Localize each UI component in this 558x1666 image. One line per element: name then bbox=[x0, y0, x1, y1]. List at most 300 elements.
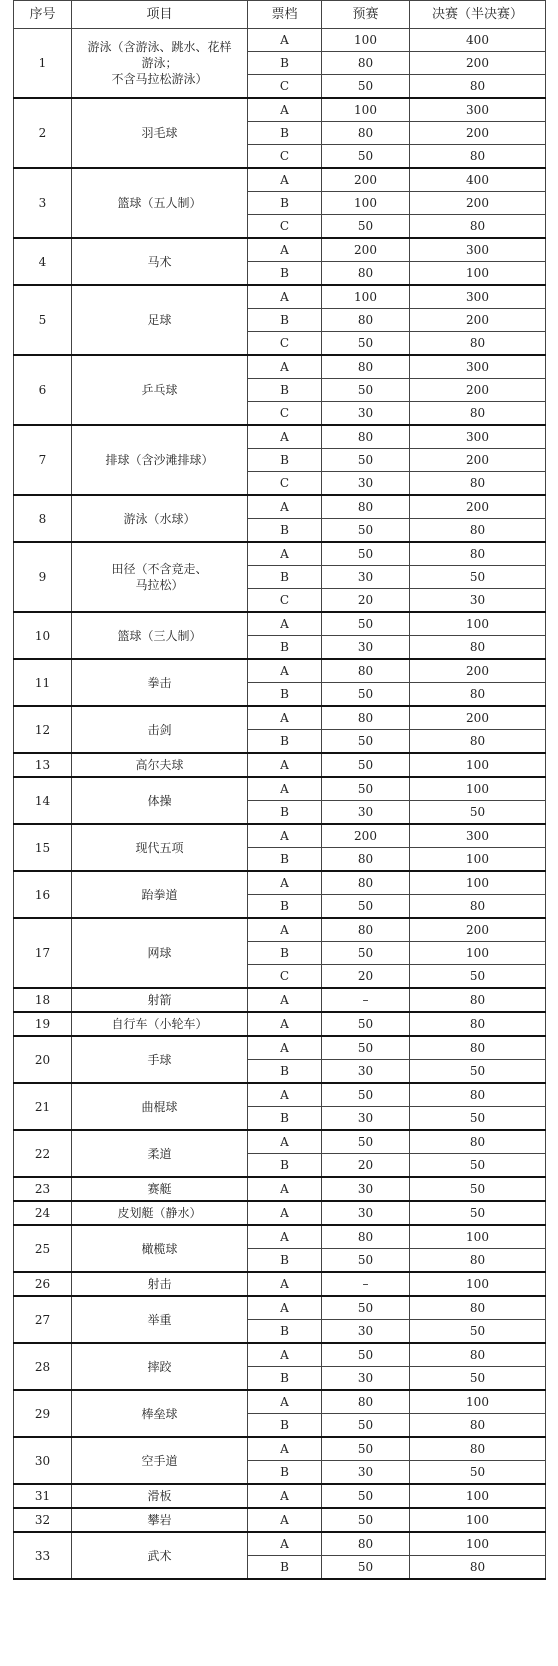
ticket-tier: B bbox=[248, 52, 322, 75]
final-price: 200 bbox=[410, 379, 546, 402]
sport-index: 1 bbox=[14, 29, 72, 99]
table-row bbox=[14, 425, 546, 449]
prelim-price: 30 bbox=[322, 1060, 410, 1084]
sport-index: 6 bbox=[14, 355, 72, 425]
final-price: 50 bbox=[410, 965, 546, 989]
ticket-tier: C bbox=[248, 332, 322, 356]
final-price: 200 bbox=[410, 52, 546, 75]
table-row bbox=[14, 1296, 546, 1320]
final-price: 80 bbox=[410, 215, 546, 239]
prelim-price: 80 bbox=[322, 871, 410, 895]
final-price: 300 bbox=[410, 98, 546, 122]
ticket-tier: A bbox=[248, 29, 322, 52]
ticket-tier: A bbox=[248, 777, 322, 801]
prelim-price: 20 bbox=[322, 965, 410, 989]
prelim-price: 30 bbox=[322, 1177, 410, 1201]
ticket-tier: A bbox=[248, 1437, 322, 1461]
table-body bbox=[14, 29, 546, 1580]
final-price: 80 bbox=[410, 1414, 546, 1438]
prelim-price: 100 bbox=[322, 285, 410, 309]
ticket-tier: B bbox=[248, 848, 322, 872]
ticket-tier: A bbox=[248, 1272, 322, 1296]
sport-index: 22 bbox=[14, 1130, 72, 1177]
ticket-tier: B bbox=[248, 379, 322, 402]
sport-index: 4 bbox=[14, 238, 72, 285]
ticket-tier: B bbox=[248, 636, 322, 660]
sport-name: 摔跤 bbox=[72, 1343, 248, 1390]
ticket-tier: C bbox=[248, 472, 322, 496]
sport-index: 32 bbox=[14, 1508, 72, 1532]
prelim-price: 50 bbox=[322, 519, 410, 543]
header-sport: 项目 bbox=[72, 1, 248, 29]
sport-index: 30 bbox=[14, 1437, 72, 1484]
prelim-price: 50 bbox=[322, 379, 410, 402]
table-row bbox=[14, 1036, 546, 1060]
ticket-tier: A bbox=[248, 1296, 322, 1320]
prelim-price: 50 bbox=[322, 1437, 410, 1461]
sport-index: 8 bbox=[14, 495, 72, 542]
header-index: 序号 bbox=[14, 1, 72, 29]
final-price: 100 bbox=[410, 1508, 546, 1532]
sport-name: 柔道 bbox=[72, 1130, 248, 1177]
ticket-tier: B bbox=[248, 1249, 322, 1273]
table-row bbox=[14, 29, 546, 52]
ticket-tier: A bbox=[248, 1343, 322, 1367]
ticket-tier: A bbox=[248, 659, 322, 683]
prelim-price: 80 bbox=[322, 52, 410, 75]
sport-name: 手球 bbox=[72, 1036, 248, 1083]
ticket-tier: A bbox=[248, 1225, 322, 1249]
final-price: 300 bbox=[410, 285, 546, 309]
final-price: 200 bbox=[410, 659, 546, 683]
prelim-price: 100 bbox=[322, 29, 410, 52]
ticket-tier: A bbox=[248, 1012, 322, 1036]
prelim-price: 50 bbox=[322, 753, 410, 777]
sport-index: 31 bbox=[14, 1484, 72, 1508]
table-row bbox=[14, 1201, 546, 1225]
table-row bbox=[14, 1437, 546, 1461]
final-price: 80 bbox=[410, 895, 546, 919]
ticket-tier: B bbox=[248, 730, 322, 754]
ticket-tier: B bbox=[248, 566, 322, 589]
final-price: 100 bbox=[410, 871, 546, 895]
header-prelim: 预赛 bbox=[322, 1, 410, 29]
prelim-price: – bbox=[322, 1272, 410, 1296]
prelim-price: 50 bbox=[322, 683, 410, 707]
ticket-tier: B bbox=[248, 942, 322, 965]
table-row bbox=[14, 1012, 546, 1036]
prelim-price: 100 bbox=[322, 192, 410, 215]
sport-name: 游泳（含游泳、跳水、花样 游泳； 不含马拉松游泳） bbox=[72, 29, 248, 99]
prelim-price: 50 bbox=[322, 1036, 410, 1060]
ticket-tier: A bbox=[248, 495, 322, 519]
sport-index: 28 bbox=[14, 1343, 72, 1390]
ticket-tier: B bbox=[248, 1367, 322, 1391]
ticket-tier: A bbox=[248, 753, 322, 777]
ticket-tier: C bbox=[248, 145, 322, 169]
sport-index: 23 bbox=[14, 1177, 72, 1201]
ticket-tier: B bbox=[248, 262, 322, 286]
table-row bbox=[14, 871, 546, 895]
sport-index: 18 bbox=[14, 988, 72, 1012]
table-row bbox=[14, 98, 546, 122]
ticket-tier: B bbox=[248, 683, 322, 707]
prelim-price: 80 bbox=[322, 1390, 410, 1414]
final-price: 200 bbox=[410, 192, 546, 215]
final-price: 200 bbox=[410, 495, 546, 519]
table-row bbox=[14, 355, 546, 379]
sport-name: 皮划艇（静水） bbox=[72, 1201, 248, 1225]
prelim-price: 50 bbox=[322, 612, 410, 636]
final-price: 80 bbox=[410, 472, 546, 496]
sport-name: 射击 bbox=[72, 1272, 248, 1296]
prelim-price: 80 bbox=[322, 659, 410, 683]
final-price: 80 bbox=[410, 519, 546, 543]
ticket-tier: B bbox=[248, 449, 322, 472]
ticket-tier: A bbox=[248, 1201, 322, 1225]
final-price: 80 bbox=[410, 1012, 546, 1036]
sport-index: 19 bbox=[14, 1012, 72, 1036]
ticket-tier: A bbox=[248, 1083, 322, 1107]
prelim-price: 50 bbox=[322, 449, 410, 472]
prelim-price: 50 bbox=[322, 332, 410, 356]
ticket-tier: C bbox=[248, 75, 322, 99]
ticket-tier: B bbox=[248, 1414, 322, 1438]
ticket-tier: B bbox=[248, 895, 322, 919]
sport-index: 14 bbox=[14, 777, 72, 824]
sport-name: 举重 bbox=[72, 1296, 248, 1343]
sport-index: 12 bbox=[14, 706, 72, 753]
final-price: 100 bbox=[410, 1532, 546, 1556]
sport-name: 棒垒球 bbox=[72, 1390, 248, 1437]
table-row bbox=[14, 1272, 546, 1296]
header-row bbox=[14, 1, 546, 29]
ticket-tier: A bbox=[248, 1484, 322, 1508]
sport-name: 跆拳道 bbox=[72, 871, 248, 918]
ticket-tier: A bbox=[248, 918, 322, 942]
ticket-tier: C bbox=[248, 965, 322, 989]
sport-name: 射箭 bbox=[72, 988, 248, 1012]
table-row bbox=[14, 1083, 546, 1107]
table-row bbox=[14, 918, 546, 942]
ticket-tier: B bbox=[248, 1320, 322, 1344]
ticket-price-table bbox=[13, 0, 546, 1580]
sport-name: 羽毛球 bbox=[72, 98, 248, 168]
table-row bbox=[14, 659, 546, 683]
ticket-tier: A bbox=[248, 1130, 322, 1154]
table-row bbox=[14, 753, 546, 777]
table-row bbox=[14, 1343, 546, 1367]
ticket-tier: B bbox=[248, 1107, 322, 1131]
final-price: 80 bbox=[410, 730, 546, 754]
ticket-tier: A bbox=[248, 542, 322, 566]
table-row bbox=[14, 777, 546, 801]
final-price: 100 bbox=[410, 848, 546, 872]
sport-index: 10 bbox=[14, 612, 72, 659]
final-price: 100 bbox=[410, 262, 546, 286]
prelim-price: 50 bbox=[322, 542, 410, 566]
prelim-price: 50 bbox=[322, 75, 410, 99]
prelim-price: 50 bbox=[322, 777, 410, 801]
prelim-price: 50 bbox=[322, 730, 410, 754]
prelim-price: 200 bbox=[322, 168, 410, 192]
sport-index: 17 bbox=[14, 918, 72, 988]
sport-name: 攀岩 bbox=[72, 1508, 248, 1532]
final-price: 100 bbox=[410, 1390, 546, 1414]
final-price: 50 bbox=[410, 1154, 546, 1178]
sport-index: 26 bbox=[14, 1272, 72, 1296]
ticket-tier: B bbox=[248, 519, 322, 543]
final-price: 80 bbox=[410, 1249, 546, 1273]
prelim-price: 80 bbox=[322, 1532, 410, 1556]
prelim-price: 30 bbox=[322, 1461, 410, 1485]
sport-index: 25 bbox=[14, 1225, 72, 1272]
sport-name: 体操 bbox=[72, 777, 248, 824]
sport-index: 2 bbox=[14, 98, 72, 168]
final-price: 100 bbox=[410, 1225, 546, 1249]
final-price: 80 bbox=[410, 75, 546, 99]
final-price: 80 bbox=[410, 402, 546, 426]
ticket-tier: A bbox=[248, 1390, 322, 1414]
ticket-tier: A bbox=[248, 168, 322, 192]
final-price: 80 bbox=[410, 542, 546, 566]
prelim-price: 80 bbox=[322, 309, 410, 332]
prelim-price: 50 bbox=[322, 1508, 410, 1532]
final-price: 80 bbox=[410, 1437, 546, 1461]
prelim-price: 80 bbox=[322, 355, 410, 379]
sport-index: 15 bbox=[14, 824, 72, 871]
final-price: 80 bbox=[410, 1036, 546, 1060]
prelim-price: 20 bbox=[322, 1154, 410, 1178]
sport-index: 16 bbox=[14, 871, 72, 918]
final-price: 80 bbox=[410, 988, 546, 1012]
table-row bbox=[14, 1177, 546, 1201]
sport-name: 田径（不含竞走、 马拉松） bbox=[72, 542, 248, 612]
final-price: 30 bbox=[410, 589, 546, 613]
final-price: 200 bbox=[410, 706, 546, 730]
table-row bbox=[14, 285, 546, 309]
table-row bbox=[14, 612, 546, 636]
sport-name: 赛艇 bbox=[72, 1177, 248, 1201]
ticket-tier: B bbox=[248, 1556, 322, 1580]
prelim-price: 200 bbox=[322, 238, 410, 262]
prelim-price: 80 bbox=[322, 495, 410, 519]
sport-index: 11 bbox=[14, 659, 72, 706]
table-row bbox=[14, 542, 546, 566]
prelim-price: 50 bbox=[322, 1414, 410, 1438]
prelim-price: 80 bbox=[322, 918, 410, 942]
prelim-price: 50 bbox=[322, 1556, 410, 1580]
sport-name: 滑板 bbox=[72, 1484, 248, 1508]
sport-name: 武术 bbox=[72, 1532, 248, 1579]
prelim-price: 50 bbox=[322, 1083, 410, 1107]
ticket-tier: A bbox=[248, 98, 322, 122]
final-price: 300 bbox=[410, 425, 546, 449]
ticket-tier: A bbox=[248, 1532, 322, 1556]
sport-name: 篮球（五人制） bbox=[72, 168, 248, 238]
table-row bbox=[14, 1225, 546, 1249]
sport-index: 21 bbox=[14, 1083, 72, 1130]
table-row bbox=[14, 495, 546, 519]
prelim-price: 30 bbox=[322, 402, 410, 426]
prelim-price: 30 bbox=[322, 1107, 410, 1131]
sport-name: 高尔夫球 bbox=[72, 753, 248, 777]
sport-name: 游泳（水球） bbox=[72, 495, 248, 542]
final-price: 400 bbox=[410, 29, 546, 52]
table-row bbox=[14, 824, 546, 848]
ticket-tier: C bbox=[248, 589, 322, 613]
final-price: 50 bbox=[410, 1107, 546, 1131]
ticket-tier: C bbox=[248, 402, 322, 426]
final-price: 200 bbox=[410, 449, 546, 472]
ticket-tier: B bbox=[248, 122, 322, 145]
prelim-price: 30 bbox=[322, 1367, 410, 1391]
prelim-price: 30 bbox=[322, 566, 410, 589]
prelim-price: 80 bbox=[322, 262, 410, 286]
ticket-tier: A bbox=[248, 1036, 322, 1060]
final-price: 100 bbox=[410, 942, 546, 965]
sport-index: 13 bbox=[14, 753, 72, 777]
ticket-tier: A bbox=[248, 706, 322, 730]
ticket-tier: B bbox=[248, 1154, 322, 1178]
sport-name: 篮球（三人制） bbox=[72, 612, 248, 659]
final-price: 80 bbox=[410, 1343, 546, 1367]
prelim-price: 50 bbox=[322, 1249, 410, 1273]
table-row bbox=[14, 168, 546, 192]
prelim-price: 50 bbox=[322, 1012, 410, 1036]
final-price: 100 bbox=[410, 1272, 546, 1296]
prelim-price: 80 bbox=[322, 706, 410, 730]
sport-name: 曲棍球 bbox=[72, 1083, 248, 1130]
final-price: 80 bbox=[410, 1296, 546, 1320]
sport-index: 27 bbox=[14, 1296, 72, 1343]
table-row bbox=[14, 1532, 546, 1556]
prelim-price: 80 bbox=[322, 848, 410, 872]
ticket-tier: B bbox=[248, 801, 322, 825]
ticket-tier: A bbox=[248, 1508, 322, 1532]
table-row bbox=[14, 1484, 546, 1508]
final-price: 300 bbox=[410, 355, 546, 379]
final-price: 100 bbox=[410, 753, 546, 777]
ticket-tier: A bbox=[248, 1177, 322, 1201]
prelim-price: 100 bbox=[322, 98, 410, 122]
prelim-price: 50 bbox=[322, 895, 410, 919]
table-row bbox=[14, 706, 546, 730]
prelim-price: 50 bbox=[322, 1296, 410, 1320]
sport-index: 33 bbox=[14, 1532, 72, 1579]
final-price: 50 bbox=[410, 1201, 546, 1225]
ticket-tier: A bbox=[248, 612, 322, 636]
sport-index: 29 bbox=[14, 1390, 72, 1437]
prelim-price: – bbox=[322, 988, 410, 1012]
final-price: 80 bbox=[410, 332, 546, 356]
sport-name: 自行车（小轮车） bbox=[72, 1012, 248, 1036]
prelim-price: 80 bbox=[322, 425, 410, 449]
final-price: 50 bbox=[410, 1461, 546, 1485]
sport-name: 拳击 bbox=[72, 659, 248, 706]
final-price: 100 bbox=[410, 777, 546, 801]
ticket-tier: A bbox=[248, 285, 322, 309]
prelim-price: 50 bbox=[322, 1130, 410, 1154]
final-price: 50 bbox=[410, 1320, 546, 1344]
sport-index: 9 bbox=[14, 542, 72, 612]
prelim-price: 200 bbox=[322, 824, 410, 848]
sport-index: 3 bbox=[14, 168, 72, 238]
sport-name: 网球 bbox=[72, 918, 248, 988]
final-price: 80 bbox=[410, 683, 546, 707]
final-price: 300 bbox=[410, 824, 546, 848]
prelim-price: 50 bbox=[322, 1484, 410, 1508]
ticket-tier: B bbox=[248, 192, 322, 215]
sport-index: 20 bbox=[14, 1036, 72, 1083]
sport-name: 足球 bbox=[72, 285, 248, 355]
prelim-price: 50 bbox=[322, 145, 410, 169]
prelim-price: 50 bbox=[322, 1343, 410, 1367]
table-row bbox=[14, 238, 546, 262]
table-row bbox=[14, 988, 546, 1012]
prelim-price: 80 bbox=[322, 1225, 410, 1249]
final-price: 50 bbox=[410, 1060, 546, 1084]
sport-name: 橄榄球 bbox=[72, 1225, 248, 1272]
sport-name: 乒乓球 bbox=[72, 355, 248, 425]
final-price: 50 bbox=[410, 566, 546, 589]
ticket-tier: A bbox=[248, 871, 322, 895]
final-price: 100 bbox=[410, 612, 546, 636]
ticket-tier: A bbox=[248, 988, 322, 1012]
final-price: 200 bbox=[410, 918, 546, 942]
sport-index: 7 bbox=[14, 425, 72, 495]
prelim-price: 30 bbox=[322, 472, 410, 496]
sport-name: 现代五项 bbox=[72, 824, 248, 871]
sport-name: 马术 bbox=[72, 238, 248, 285]
final-price: 80 bbox=[410, 1556, 546, 1580]
table-row bbox=[14, 1130, 546, 1154]
final-price: 80 bbox=[410, 1083, 546, 1107]
sport-name: 排球（含沙滩排球） bbox=[72, 425, 248, 495]
sport-name: 击剑 bbox=[72, 706, 248, 753]
table-row bbox=[14, 1508, 546, 1532]
final-price: 50 bbox=[410, 1177, 546, 1201]
final-price: 400 bbox=[410, 168, 546, 192]
final-price: 100 bbox=[410, 1484, 546, 1508]
ticket-tier: B bbox=[248, 1461, 322, 1485]
sport-name: 空手道 bbox=[72, 1437, 248, 1484]
prelim-price: 30 bbox=[322, 1201, 410, 1225]
prelim-price: 30 bbox=[322, 1320, 410, 1344]
prelim-price: 30 bbox=[322, 801, 410, 825]
final-price: 50 bbox=[410, 801, 546, 825]
ticket-tier: A bbox=[248, 824, 322, 848]
ticket-tier: C bbox=[248, 215, 322, 239]
sport-index: 24 bbox=[14, 1201, 72, 1225]
prelim-price: 80 bbox=[322, 122, 410, 145]
prelim-price: 50 bbox=[322, 942, 410, 965]
ticket-tier: A bbox=[248, 425, 322, 449]
final-price: 80 bbox=[410, 145, 546, 169]
final-price: 300 bbox=[410, 238, 546, 262]
ticket-tier: A bbox=[248, 238, 322, 262]
prelim-price: 20 bbox=[322, 589, 410, 613]
final-price: 200 bbox=[410, 122, 546, 145]
table-row bbox=[14, 1390, 546, 1414]
ticket-tier: B bbox=[248, 309, 322, 332]
header-final: 决赛（半决赛） bbox=[410, 1, 546, 29]
sport-index: 5 bbox=[14, 285, 72, 355]
ticket-tier: B bbox=[248, 1060, 322, 1084]
prelim-price: 30 bbox=[322, 636, 410, 660]
final-price: 80 bbox=[410, 1130, 546, 1154]
prelim-price: 50 bbox=[322, 215, 410, 239]
